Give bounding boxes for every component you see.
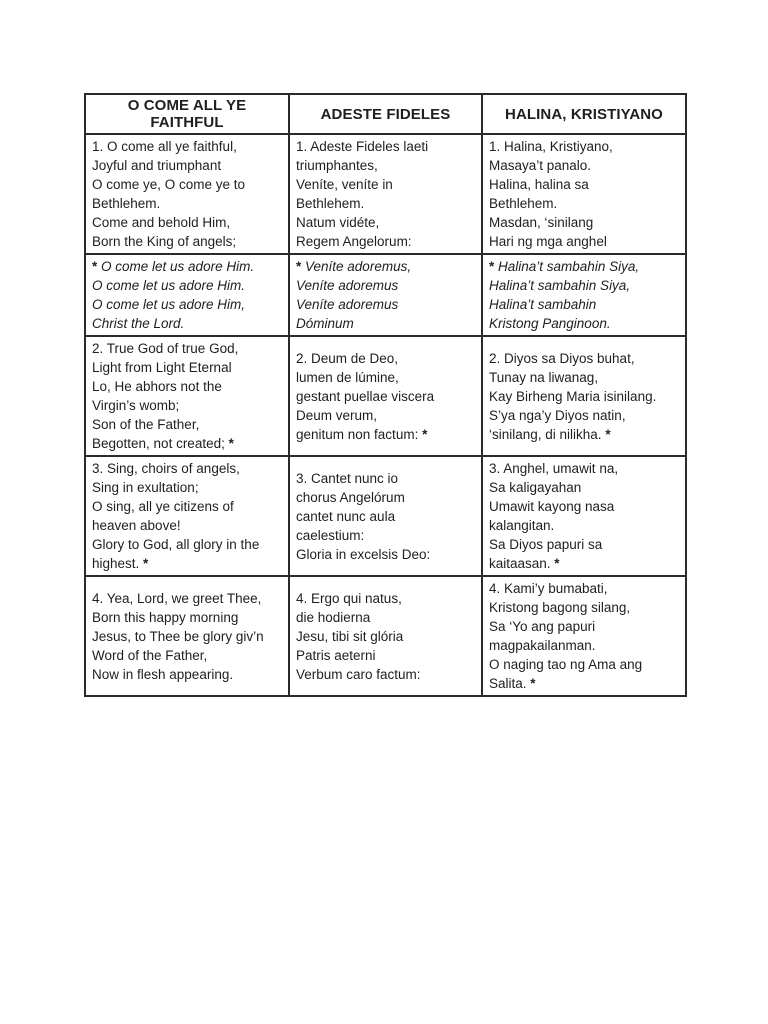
chorus-marker-asterisk: * bbox=[605, 426, 611, 442]
lyrics-cell-chorus-filipino: * Halina’t sambahin Siya, Halina’t sambahin Siya, Halina’t sambahin Kristong Panginoon. bbox=[482, 254, 686, 336]
lyrics-cell-verse-3-filipino: 3. Anghel, umawit na, Sa kaligayahan Umawit kayong nasa kalangitan. Sa Diyos papuri sa kaitaasan. * bbox=[482, 456, 686, 576]
table-row-verse-1 bbox=[85, 134, 686, 254]
lyrics-cell-verse-1-english: 1. O come all ye faithful, Joyful and triumphant O come ye, O come ye to Bethlehem. Come and behold Him, Born the King of angels; bbox=[85, 134, 289, 254]
column-header-filipino: HALINA, KRISTIYANO bbox=[482, 94, 686, 134]
lyrics-cell-verse-2-english: 2. True God of true God, Light from Light Eternal Lo, He abhors not the Virgin’s womb; Son of the Father, Begotten, not created; * bbox=[85, 336, 289, 456]
lyrics-cell-chorus-latin: * Veníte adoremus, Veníte adoremus Veníte adoremus Dóminum bbox=[289, 254, 482, 336]
lyrics-cell-chorus-english: * O come let us adore Him. O come let us adore Him. O come let us adore Him, Christ the Lord. bbox=[85, 254, 289, 336]
chorus-marker-asterisk: * bbox=[92, 259, 98, 274]
chorus-marker-asterisk: * bbox=[530, 676, 536, 691]
chorus-marker-asterisk: * bbox=[554, 556, 560, 571]
chorus-marker-asterisk: * bbox=[296, 259, 302, 274]
column-header-latin: ADESTE FIDELES bbox=[289, 94, 482, 134]
chorus-marker-asterisk: * bbox=[143, 556, 149, 571]
chorus-marker-asterisk: * bbox=[422, 426, 428, 442]
table-row-verse-2 bbox=[85, 336, 686, 456]
chorus-marker-asterisk: * bbox=[489, 259, 495, 274]
table-row-verse-3 bbox=[85, 456, 686, 576]
lyrics-cell-verse-1-latin: 1. Adeste Fideles laeti triumphantes, Veníte, veníte in Bethlehem. Natum vidéte, Regem Angelorum: bbox=[289, 134, 482, 254]
table-body bbox=[85, 134, 686, 696]
lyrics-cell-verse-4-latin: 4. Ergo qui natus, die hodierna Jesu, tibi sit glória Patris aeterni Verbum caro factum: bbox=[289, 576, 482, 696]
table-header-row bbox=[85, 94, 686, 134]
lyrics-cell-verse-4-english: 4. Yea, Lord, we greet Thee, Born this happy morning Jesus, to Thee be glory giv’n Word of the Father, Now in flesh appearing. bbox=[85, 576, 289, 696]
lyrics-cell-verse-4-filipino: 4. Kami’y bumabati, Kristong bagong silang, Sa ‘Yo ang papuri magpakailanman. O naging tao ng Ama ang Salita. * bbox=[482, 576, 686, 696]
table-row-chorus bbox=[85, 254, 686, 336]
lyrics-comparison-table bbox=[84, 93, 687, 697]
lyrics-cell-verse-2-filipino: 2. Diyos sa Diyos buhat, Tunay na liwanag, Kay Birheng Maria isinilang. S’ya nga’y Diyos natin, ‘sinilang, di nilikha. * bbox=[482, 336, 686, 456]
column-header-english: O COME ALL YE FAITHFUL bbox=[85, 94, 289, 134]
lyrics-cell-verse-3-english: 3. Sing, choirs of angels, Sing in exultation; O sing, all ye citizens of heaven above! Glory to God, all glory in the highest. * bbox=[85, 456, 289, 576]
lyrics-cell-verse-2-latin: 2. Deum de Deo, lumen de lúmine, gestant puellae viscera Deum verum, genitum non factum: * bbox=[289, 336, 482, 456]
lyrics-cell-verse-1-filipino: 1. Halina, Kristiyano, Masaya’t panalo. Halina, halina sa Bethlehem. Masdan, ‘sinilang Hari ng mga anghel bbox=[482, 134, 686, 254]
chorus-marker-asterisk: * bbox=[228, 436, 234, 451]
table-row-verse-4 bbox=[85, 576, 686, 696]
lyrics-cell-verse-3-latin: 3. Cantet nunc io chorus Angelórum cantet nunc aula caelestium: Gloria in excelsis Deo: bbox=[289, 456, 482, 576]
